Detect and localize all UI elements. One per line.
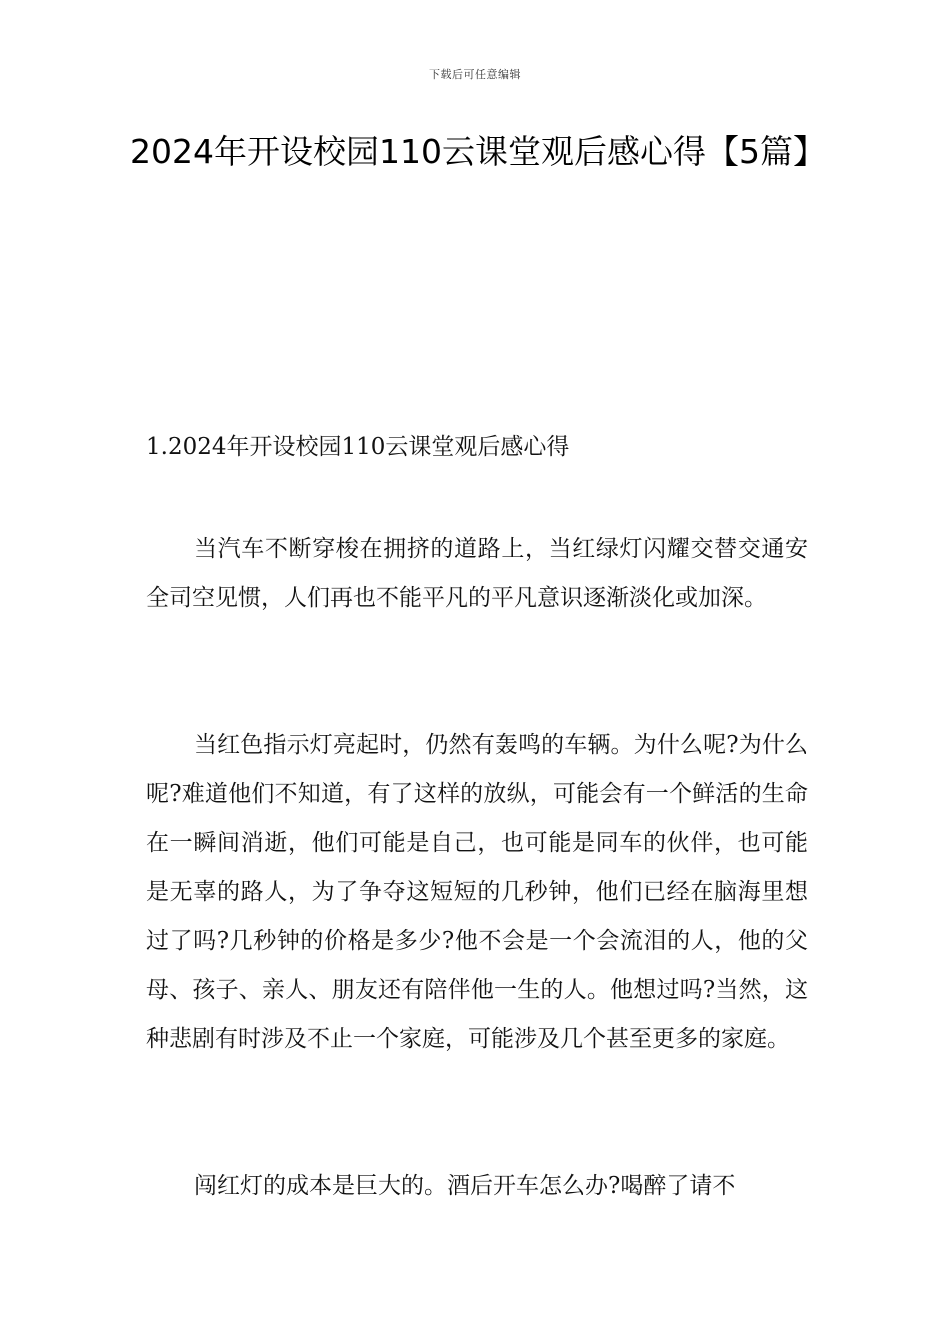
page-header-note: 下载后可任意编辑	[429, 68, 521, 81]
body-paragraph-2: 当红色指示灯亮起时，仍然有轰鸣的车辆。为什么呢?为什么呢?难道他们不知道，有了这样的放纵，可能会有一个鲜活的生命在一瞬间消逝，他们可能是自己，也可能是同车的伙伴，也可能是无辜的路人，为了争夺这短短的几秒钟，他们已经在脑海里想过了吗?几秒钟的价格是多少?他不会是一个会流泪的人，他的父母、孩子、亲人、朋友还有陪伴他一生的人。他想过吗?当然，这种悲剧有时涉及不止一个家庭，可能涉及几个甚至更多的家庭。	[146, 732, 808, 1052]
section-heading: 1.2024年开设校园110云课堂观后感心得	[146, 434, 570, 460]
document-title: 2024年开设校园110云课堂观后感心得【5篇】	[130, 132, 826, 171]
body-paragraph-1: 当汽车不断穿梭在拥挤的道路上，当红绿灯闪耀交替交通安全司空见惯，人们再也不能平凡的平凡意识逐渐淡化或加深。	[146, 536, 808, 611]
body-paragraph-3: 闯红灯的成本是巨大的。酒后开车怎么办?喝醉了请不	[194, 1173, 736, 1199]
